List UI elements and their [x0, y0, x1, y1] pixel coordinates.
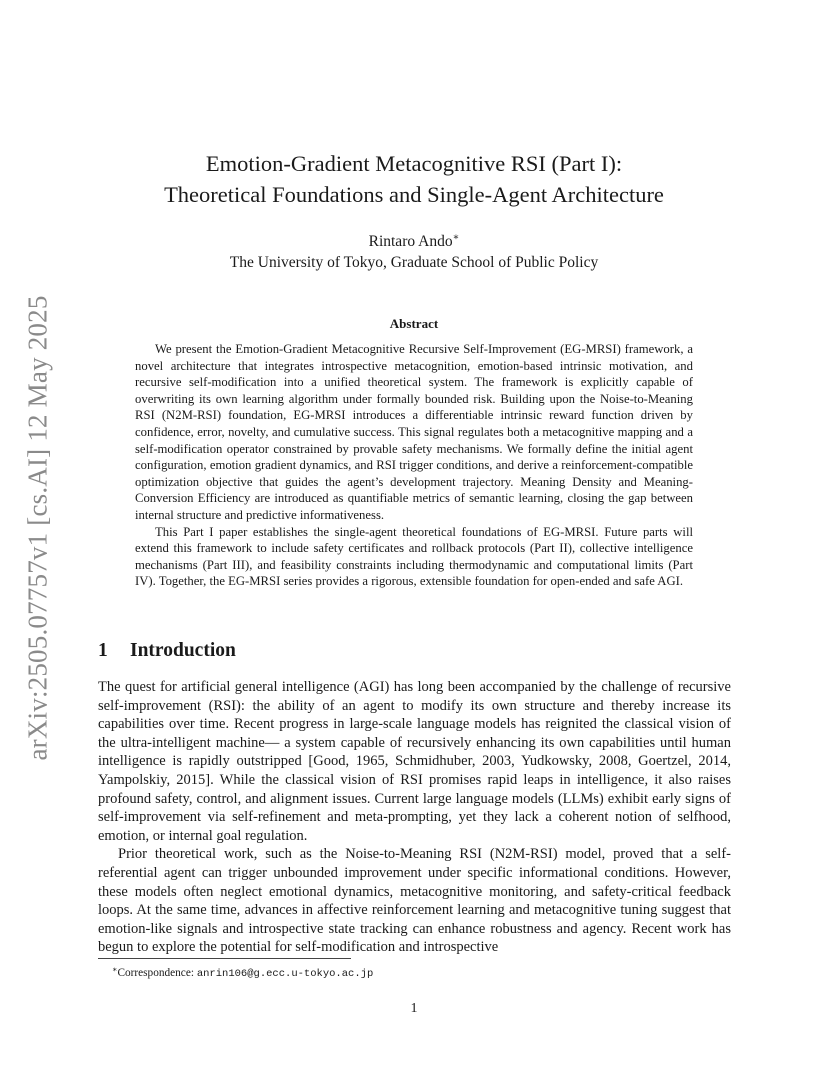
intro-paragraph-2: Prior theoretical work, such as the Noise-to-Meaning RSI (N2M-RSI) model, proved that a self-referential agent can trigger unbounded improvement under specific informational conditions. However, these models often neglect emotional dynamics, metacognitive monitoring, and safety-critical feedback loops. At the same time, advances in affective reinforcement learning and metacognitive tuning suggest that emotion-like signals and introspective state tracking can enhance robustness and agency. Recent work has begun to explore the potential for self-modification and introspective	[98, 846, 731, 956]
footnote-label: Correspondence:	[117, 967, 197, 979]
title-line-1: Emotion-Gradient Metacognitive RSI (Part I):	[205, 151, 623, 176]
author-block	[0, 227, 828, 273]
introduction-body	[98, 678, 731, 957]
page-number: 1	[410, 1001, 418, 1016]
author-name: Rintaro Ando	[368, 233, 453, 250]
abstract-paragraph-2: This Part I paper establishes the single-agent theoretical foundations of EG-MRSI. Future parts will extend this framework to include safety certificates and rollback protocols (Part II), collective intelligence mechanisms (Part III), and feasibility constraints including thermodynamic and computational limits (Part IV). Together, the EG-MRSI series provides a rigorous, extensible foundation for open-ended and safe AGI.	[135, 524, 693, 589]
section-number: 1	[98, 640, 108, 661]
abstract-heading: Abstract	[389, 316, 439, 331]
paper-title	[0, 148, 828, 210]
author-line	[0, 227, 828, 252]
footnote-mark: ∗	[112, 965, 118, 974]
title-line-2: Theoretical Foundations and Single-Agent Architecture	[164, 182, 664, 207]
section-title: Introduction	[130, 640, 236, 661]
footnote-email: anrin106@g.ecc.u-tokyo.ac.jp	[196, 968, 374, 980]
author-footnote-mark: ∗	[452, 232, 460, 243]
section-heading	[98, 639, 236, 663]
intro-paragraph-1: The quest for artificial general intelligence (AGI) has long been accompanied by the challenge of recursive self-improvement (RSI): the ability of an agent to modify its own structure and thereby increase its capabilities over time. Recent progress in large-scale language models has reignited the classical vision of the ultra-intelligent machine— a system capable of recursively enhancing its own capabilities until human intelligence is rapidly outstripped [Good, 1965, Schmidhuber, 2003, Yudkowsky, 2008, Goertzel, 2014, Yampolskiy, 2015]. While the classical vision of RSI promises rapid leaps in intelligence, it also raises profound safety, control, and alignment issues. Current large language models (LLMs) exhibit early signs of self-improvement via self-refinement and meta-prompting, yet they lack a coherent notion of selfhood, emotion, or internal goal regulation.	[98, 679, 731, 844]
footnote	[112, 963, 373, 981]
footnote-rule	[98, 958, 351, 959]
abstract-body	[135, 341, 693, 590]
arxiv-identifier: arXiv:2505.07757v1 [cs.AI] 12 May 2025	[22, 295, 53, 761]
author-affiliation: The University of Tokyo, Graduate School of Public Policy	[229, 254, 599, 271]
abstract-paragraph-1: We present the Emotion-Gradient Metacognitive Recursive Self-Improvement (EG-MRSI) framework, a novel architecture that integrates introspective metacognition, emotion-based intrinsic motivation, and recursive self-modification into a unified theoretical system. The framework is explicitly capable of overwriting its own learning algorithm under formally bounded risk. Building upon the Noise-to-Meaning RSI (N2M-RSI) foundation, EG-MRSI introduces a differentiable intrinsic reward function driven by confidence, error, novelty, and cumulative success. This signal regulates both a metacognitive mapping and a self-modification operator constrained by provable safety mechanisms. We formally define the initial agent configuration, emotion gradient dynamics, and RSI trigger conditions, and derive a reinforcement-compatible optimization objective that guides the agent’s development trajectory. Meaning Density and Meaning-Conversion Efficiency are introduced as quantifiable metrics of semantic learning, closing the gap between internal structure and predictive informativeness.	[135, 342, 693, 522]
